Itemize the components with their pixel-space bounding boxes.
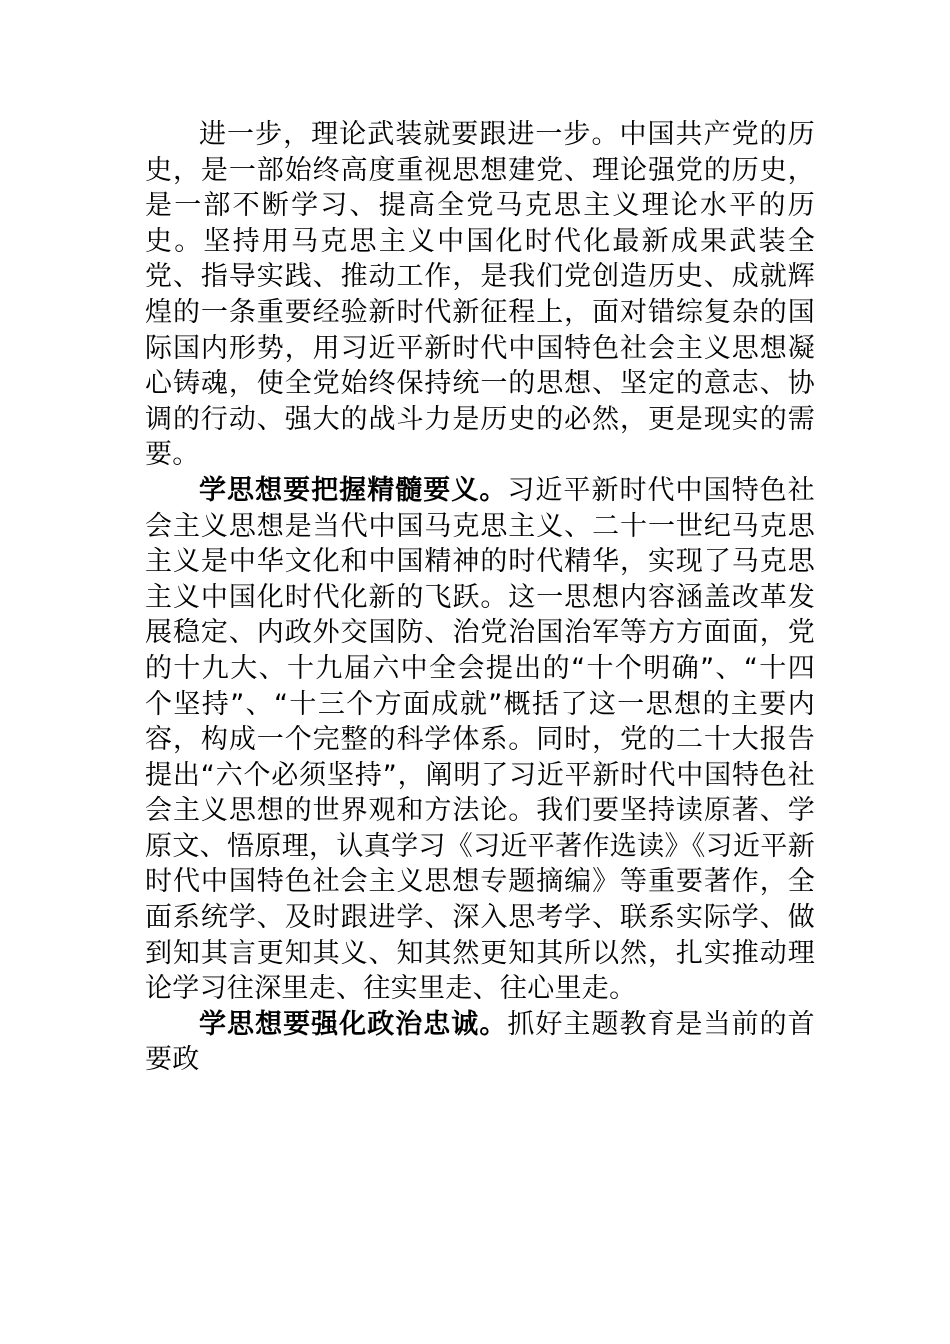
paragraph-3 [145, 1007, 815, 1078]
document-page [145, 117, 815, 1078]
paragraph-2 [145, 473, 815, 1007]
paragraph-3-text: 抓好主题教育是当前的首要政 [145, 1008, 815, 1076]
paragraph-2-text: 习近平新时代中国特色社会主义思想是当代中国马克思主义、二十一世纪马克思主义是中华文化和中国精神的时代精华，实现了马克思主义中国化时代化新的飞跃。这一思想内容涵盖改革发展稳定、内政外交国防、治党治国治军等方方面面，党的十九大、十九届六中全会提出的“十个明确”、“十四个坚持”、“十三个方面成就”概括了这一思想的主要内容，构成一个完整的科学体系。同时，党的二十大报告提出“六个必须坚持”，阐明了习近平新时代中国特色社会主义思想的世界观和方法论。我们要坚持读原著、学原文、悟原理，认真学习《习近平著作选读》《习近平新时代中国特色社会主义思想专题摘编》等重要著作，全面系统学、及时跟进学、深入思考学、联系实际学、做到知其言更知其义、知其然更知其所以然，扎实推动理论学习往深里走、往实里走、往心里走。 [145, 474, 815, 1005]
paragraph-1-text: 进一步，理论武装就要跟进一步。中国共产党的历史，是一部始终高度重视思想建党、理论强党的历史，是一部不断学习、提高全党马克思主义理论水平的历史。坚持用马克思主义中国化时代化最新成果武装全党、指导实践、推动工作，是我们党创造历史、成就辉煌的一条重要经验新时代新征程上，面对错综复杂的国际国内形势，用习近平新时代中国特色社会主义思想凝心铸魂，使全党始终保持统一的思想、坚定的意志、协调的行动、强大的战斗力是历史的必然，更是现实的需要。 [145, 119, 815, 471]
paragraph-2-lead: 学思想要把握精髓要义。 [199, 474, 508, 506]
paragraph-1 [145, 117, 815, 473]
paragraph-3-lead: 学思想要强化政治忠诚。 [199, 1008, 508, 1040]
